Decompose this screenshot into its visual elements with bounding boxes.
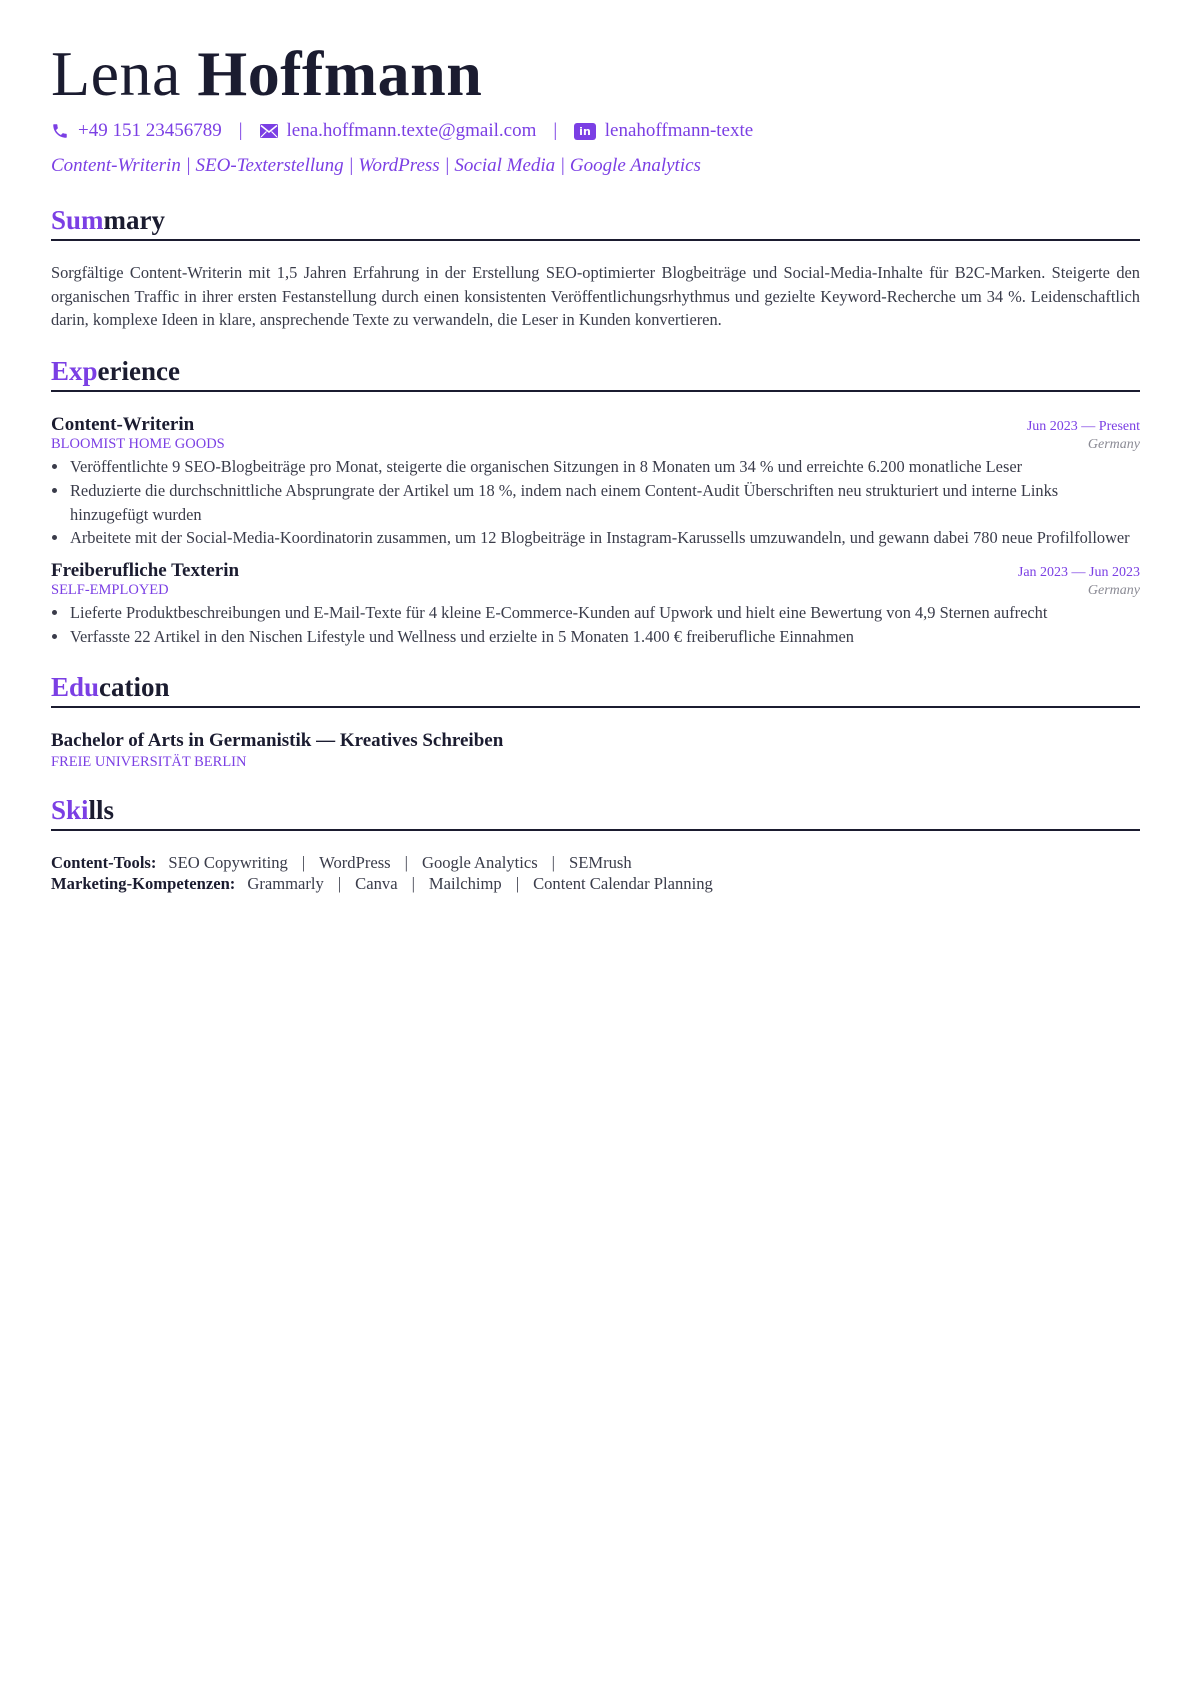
job-title: Freiberufliche Texterin (51, 559, 240, 581)
job-location: Germany (1087, 582, 1140, 598)
achievement-item: • Verfasste 22 Artikel in den Nischen Lifestyle und Wellness und erzielte in 5 Monaten 1.400 € freiberufliche Einnahmen (69, 625, 1140, 649)
achievement-item: • Lieferte Produktbeschreibungen und E-Mail-Texte für 4 kleine E-Commerce-Kunden auf Upwork und hielt eine Bewertung von 4,9 Sternen aufrecht (69, 601, 1140, 625)
skill-category: Marketing-Kompetenzen: (51, 873, 236, 893)
skill-item: Canva (355, 873, 398, 893)
skill-item: WordPress (319, 853, 391, 873)
linkedin-contact[interactable] (574, 120, 753, 142)
job-entry (51, 414, 1140, 550)
section-heading: Experience (51, 354, 1140, 392)
experience-section (51, 354, 1140, 648)
education-section (51, 670, 1140, 771)
first-name: Lena (51, 38, 181, 109)
skill-row (51, 874, 1140, 895)
job-dates: Jun 2023 — Present (1026, 419, 1140, 435)
phone-contact[interactable] (51, 120, 222, 142)
skill-separator: | (411, 873, 415, 893)
skill-item: SEMrush (568, 853, 632, 873)
skill-item: Content Calendar Planning (533, 873, 713, 893)
degree-title: Bachelor of Arts in Germanistik — Kreatives Schreiben (51, 730, 504, 752)
skill-item: SEO Copywriting (168, 853, 288, 873)
skill-item: Mailchimp (428, 873, 502, 893)
skill-item: Google Analytics (421, 853, 538, 873)
summary-text: Sorgfältige Content-Writerin mit 1,5 Jahren Erfahrung in der Erstellung SEO-optimierter Blogbeiträge und Social-Media-Inhalte für B2C-Marken. Steigerte den organischen Traffic in ihrer ersten Festanstellung durch einen konsistenten Veröffentlichungsrhythmus und gezielte Keyword-Recherche um 34 %. Leidenschaftlich darin, komplexe Ideen in klare, ansprechende Texte zu verwandeln, die Leser in Kunden konvertieren. (51, 263, 1140, 330)
achievement-list (51, 455, 1140, 550)
email-address: lena.hoffmann.texte@gmail.com (286, 120, 537, 141)
skill-separator: | (515, 873, 520, 893)
skills-list (51, 853, 1140, 894)
phone-icon (51, 122, 69, 140)
contact-line (51, 118, 1140, 144)
achievement-item: • Veröffentlichte 9 SEO-Blogbeiträge pro Monat, steigerte die organischen Sitzungen in 8 Monaten um 34 % und erreichte 6.200 monatliche Leser (69, 455, 1140, 479)
phone-number: +49 151 23456789 (78, 120, 222, 141)
skill-separator: | (301, 853, 306, 873)
skill-row (51, 853, 1140, 874)
skill-separator: | (404, 853, 408, 873)
achievement-item: • Reduzierte die durchschnittliche Absprungrate der Artikel um 18 %, indem nach einem Content-Audit Überschriften neu strukturiert und interne Links hinzugefügt wurden (69, 479, 1140, 526)
company-name: BLOOMIST HOME GOODS (51, 436, 225, 453)
contact-separator: | (553, 120, 558, 141)
job-location: Germany (1087, 437, 1140, 453)
contact-separator: | (238, 120, 243, 141)
skill-item: Grammarly (247, 873, 324, 893)
school-name: FREIE UNIVERSITÄT BERLIN (51, 754, 247, 771)
section-heading: Skills (51, 793, 1140, 831)
skill-separator: | (337, 873, 342, 893)
skill-category: Content-Tools: (51, 853, 157, 873)
education-entry (51, 730, 1140, 771)
last-name: Hoffmann (197, 38, 483, 109)
skill-separator: | (551, 853, 555, 873)
headline-tagline: Content-Writerin | SEO-Texterstellung | WordPress | Social Media | Google Analytics (51, 155, 701, 176)
achievement-item: • Arbeitete mit der Social-Media-Koordinatorin zusammen, um 12 Blogbeiträge in Instagram-Karussells umzuwandeln, und gewann dabei 780 neue Profilfollower (69, 526, 1140, 550)
summary-section (51, 203, 1140, 332)
skills-section (51, 793, 1140, 894)
section-heading: Education (51, 670, 1140, 708)
section-heading: Summary (51, 203, 1140, 241)
candidate-name (51, 38, 1140, 110)
job-title: Content-Writerin (51, 414, 195, 436)
job-entry (51, 560, 1140, 648)
envelope-icon (260, 124, 278, 138)
achievement-list (51, 601, 1140, 648)
job-dates: Jan 2023 — Jun 2023 (1017, 564, 1140, 580)
linkedin-icon: in (574, 123, 596, 140)
company-name: SELF-EMPLOYED (51, 581, 169, 598)
email-contact[interactable] (260, 120, 537, 142)
linkedin-handle: lenahoffmann-texte (604, 120, 754, 141)
